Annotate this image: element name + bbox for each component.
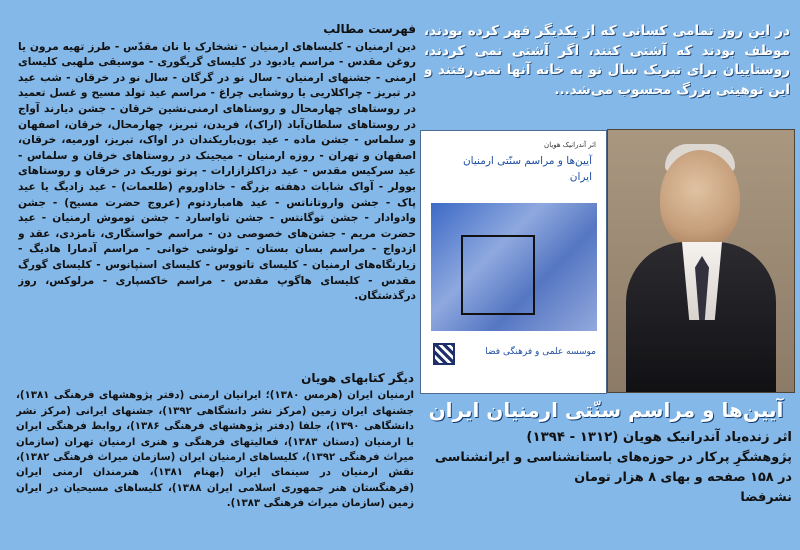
portrait-head	[660, 150, 740, 248]
publisher-name: نشرفضا	[740, 490, 792, 505]
cover-frame-box	[461, 235, 535, 315]
author-line: اثر زنده‌یاد آندرانیک هویان (۱۳۱۲ - ۱۳۹۴)	[526, 430, 792, 445]
other-books-body: ارمنیان ایران (هرمس ۱۳۸۰)؛ ایرانیان ارمنی (دفتر پژوهشهای فرهنگی ۱۳۸۱)، جشنهای ایران زمین (مرکز نشر دانشگاهی ۱۳۹۲)، جشنهای ایرانی (مرکز نشر دانشگاهی ۱۳۹۰)، جلفا (دفتر پژوهشهای فرهنگی ۱۳۸۶)، روابط فرهنگی ایران با ارمنیان (دستان ۱۳۸۳)، فعالیتهای فرهنگی و هنری ارمنیان تهران (سازمان میراث فرهنگی ۱۳۹۲)، کلیساهای ارمنیان ایران (سازمان میراث فرهنگی ۱۳۸۲)، نقش ارمنیان در سینمای ایران (بهنام ۱۳۸۱)، هنرمندان ارمنی ایران (فرهنگستان هنر جمهوری اسلامی ایران ۱۳۸۸)، کلیساهای مسیحیان در ایران زمین (سازمان میراث فرهنگی ۱۳۸۳).	[16, 390, 414, 510]
quote-text: در این روز تمامی کسانی که از یکدیگر قهر کرده بودند، موظف بودند که آشتی کنند، اگر آشتی نمی کردند، روستاییان برای تبریک سال نو به خانه آنها نمی‌رفتند و این توهینی بزرگ محسوب می‌شد...	[424, 23, 790, 98]
cover-title: آیین‌ها و مراسم سنّتی ارمنیان ایران	[462, 155, 592, 183]
toc-body: دین ارمنیان - کلیساهای ارمنیان - تشخارک یا نان مقدّس - طرز تهیه مرون یا روغن مقدس - مراسم یادبود در کلیسای گریگوری - موسیقی ملهبی کلیسای ارمنی - جشنهای ارمنیان - سال نو در گرگان - سال نو در خرقان - شب عید در تبریز - چراکلاریی یا روشنایی چراغ - مراسم عید تولد مسیح و غسل تعمید در روستاهای چهارمحال و روستاهای ارمنی‌نشین خرقان - جشن دیارند آواج در روستاهای سلطان‌آباد (اراک)، فریدن، تبریز، چهارمحال، خرقان، اصفهان و سلماس - جشن ماده - عید بون‌باریکندان در اواک، تبریز، اورمیه، خرقان، اصفهان و تهران - روزه ارمنیان - میجینک در روستاهای خرقان و سلماس - عید سرکیس مقدس - عید دزاکلزازارات - پرتو توریک در خرقان و روستاهای بوولر - آواک شابات دهفته بزرگه - خاداوروم (طلعمات) - عید زادیگ یا عید پاک - جشن واروتاناتس - عید هامباردتوم (عروج حضرت مسیح) - جشن وادوادار - جشن توگانتس - جشن تاواسارد - جشن توموش ارمنیان - عید حضرت مریم - جشن‌های خصوصی دن - مراسم خواستگاری، نامزدی، عقد و ازدواج - مراسم بسان بستان - تولوشی خوانی - مراسم آدمارا هادیگ - زیارتگاه‌های ارمنیان - کلیسای تاتووس - کلیسای استپانوس - کلیسای گورگ مقدس - کلیسای هاگوپ مقدس - مراسم خاکسپاری - مرلوکس، روز درگذشتگان.	[18, 40, 416, 303]
toc-heading: فهرست مطالب	[323, 22, 416, 36]
book-cover-image	[420, 130, 607, 394]
cover-publisher: موسسه علمی و فرهنگی فضا	[485, 347, 596, 357]
author-portrait	[607, 129, 795, 393]
table-of-contents	[18, 22, 416, 352]
price-line: در ۱۵۸ صفحه و بهای ۸ هزار تومان	[574, 470, 792, 485]
cover-author: اثر آندرانیک هویان	[544, 141, 596, 149]
cover-illustration	[431, 203, 597, 331]
other-books-heading: دیگر کتابهای هویان	[301, 371, 414, 385]
main-title: آیین‌ها و مراسم سنّتی ارمنیان ایران	[428, 398, 784, 422]
book-metadata	[420, 428, 792, 538]
profile-line: پژوهشگرِ پرکار در حوزه‌های باستانشناسی و ایرانشناسی	[434, 450, 792, 465]
other-books	[16, 371, 414, 541]
publisher-line	[420, 488, 792, 508]
